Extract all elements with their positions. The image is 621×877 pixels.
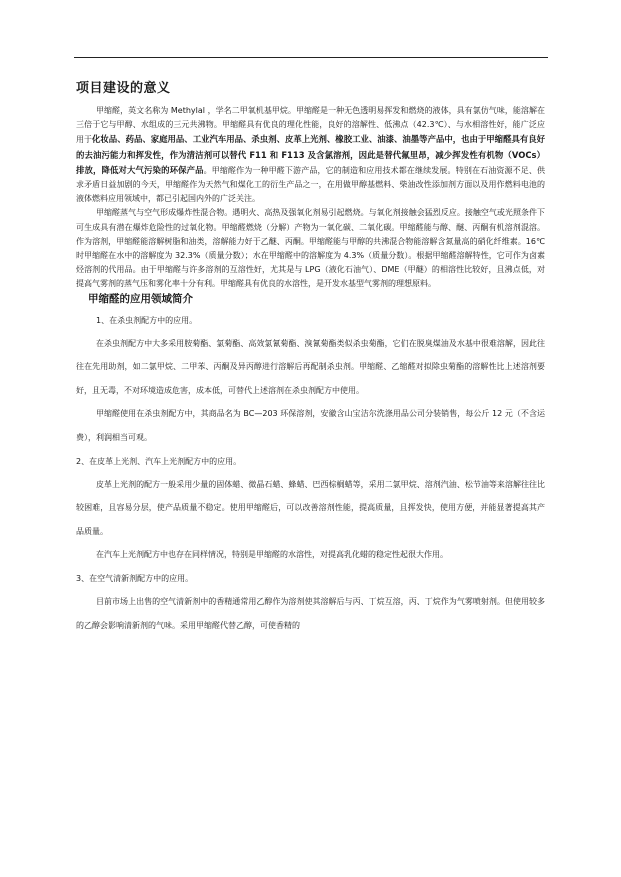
section-title: 甲缩醛的应用领域简介 — [88, 292, 193, 305]
app2-heading: 2、在皮革上光剂、汽车上光剂配方中的应用。 — [76, 456, 242, 466]
intro-bold-text: 化妆品、药品、家庭用品、工业汽车用品、杀虫剂、皮革上光剂、橡胶工业、油漆、油墨等产品中，也由于甲缩醛具有良好的去油污能力和挥发性，作为清洁剂可以替代 F11 和 F113 及含氯溶剂，因此是替代氟里昂，减少挥发性有机物（VOCs）排放，降低对大气污染的环保产品 — [76, 134, 545, 175]
intro-text-1: 甲缩醛，英文名称为 Methylal ，学名二甲氧机基甲烷。甲缩醛是一种无色透明易挥发和燃烧的液体，具有氯仿气味，能溶解在三倍于它与甲醇、水组成的三元共沸物。甲缩醛具有优良的理化性能，良好的溶解性、低沸点（42.3℃）、与水相溶性好，能广泛应用于 — [76, 106, 545, 145]
document-title: 项目建设的意义 — [76, 81, 171, 96]
app1-paragraph-2: 甲缩醛使用在杀虫剂配方中，其商品名为 BC—203 环保溶剂，安徽含山宝洁尔洗涤用品公司分装销售，每公斤 12 元（不含运费），利润相当可观。 — [76, 409, 545, 443]
app3-heading: 3、在空气清新剂配方中的应用。 — [76, 573, 194, 583]
document-body — [76, 80, 545, 637]
app2-paragraph-2: 在汽车上光剂配方中也存在同样情况，特别是甲缩醛的水溶性，对提高乳化蜡的稳定性起很大作用。 — [96, 550, 448, 560]
app1-paragraph-1: 在杀虫剂配方中大多采用胺菊酯、氯菊酯、高效氯氰菊酯、溴氰菊酯类似杀虫菊酯，它们在脱臭煤油及水基中很难溶解，因此往往在先用助剂，如二氯甲烷、二甲苯、丙酮及异丙醇进行溶解后再配制杀虫剂。甲缩醛、乙缩醛对拟除虫菊酯的溶解性比上述溶剂要好，且无毒，不对环境造成危害，成本低，可替代上述溶剂在杀虫剂配方中使用。 — [76, 338, 545, 395]
intro-paragraph — [76, 104, 545, 206]
app2-paragraph-1: 皮革上光剂的配方一般采用少量的固体蜡、微晶石蜡、蜂蜡、巴西棕榈蜡等，采用二氯甲烷、溶剂汽油、松节油等来溶解往往比较困难，且容易分层，使产品质量不稳定。使用甲缩醛后，可以改善溶剂性能，提高质量，且挥发快，使用方便，并能显著提高其产品质量。 — [76, 479, 545, 536]
app3-paragraph-1: 目前市场上出售的空气清新剂中的香精通常用乙醇作为溶剂使其溶解后与丙、丁烷互溶，丙、丁烷作为气雾喷射剂。但使用较多的乙醇会影响清新剂的气味。采用甲缩醛代替乙醇，可使香精的 — [76, 596, 545, 630]
intro-text-2: 。甲缩醛作为一种甲醛下游产品，它的制造和应用技术都在继续发展。特别在石油资源不足、供求矛盾日益加剧的今天，甲缩醛作为天然气和煤化工的衍生产品之一，在用做甲醇基燃料、柴油改性添加剂方面以及用作燃料电池的液体燃料应用领域中，都已引起国内外的广泛关注。 — [76, 165, 546, 204]
header-rule — [74, 57, 548, 58]
app1-heading: 1、在杀虫剂配方中的应用。 — [96, 315, 198, 325]
properties-paragraph: 甲缩醛蒸气与空气形成爆炸性混合物。遇明火、高热及强氧化剂易引起燃烧。与氧化剂接触会猛烈反应。接触空气或光照条件下可生成具有潜在爆炸危险性的过氧化物。甲缩醛燃烧（分解）产物为一氧化碳、二氧化碳。甲缩醛能与醇、醚、丙酮有机溶剂混溶。作为溶剂，甲缩醛能溶解树脂和油类，溶解能力好于乙醚、丙酮。甲缩醛能与甲醇的共沸混合物能溶解含氮量高的硝化纤维素。16℃时甲缩醛在水中的溶解度为 32.3%（质量分数）；水在甲缩醛中的溶解度为 4.3%（质量分数）。根据甲缩醛溶解特性，它可作为卤素烃溶剂的代用品。由于甲缩醛与许多溶剂的互溶性好，尤其是与 LPG（液化石油气）、DME（甲醚）的相溶性比较好，且沸点低，对提高气雾剂的蒸气压和雾化率十分有利。甲缩醛具有优良的水溶性，是开发水基型气雾剂的理想原料。 — [76, 208, 545, 289]
